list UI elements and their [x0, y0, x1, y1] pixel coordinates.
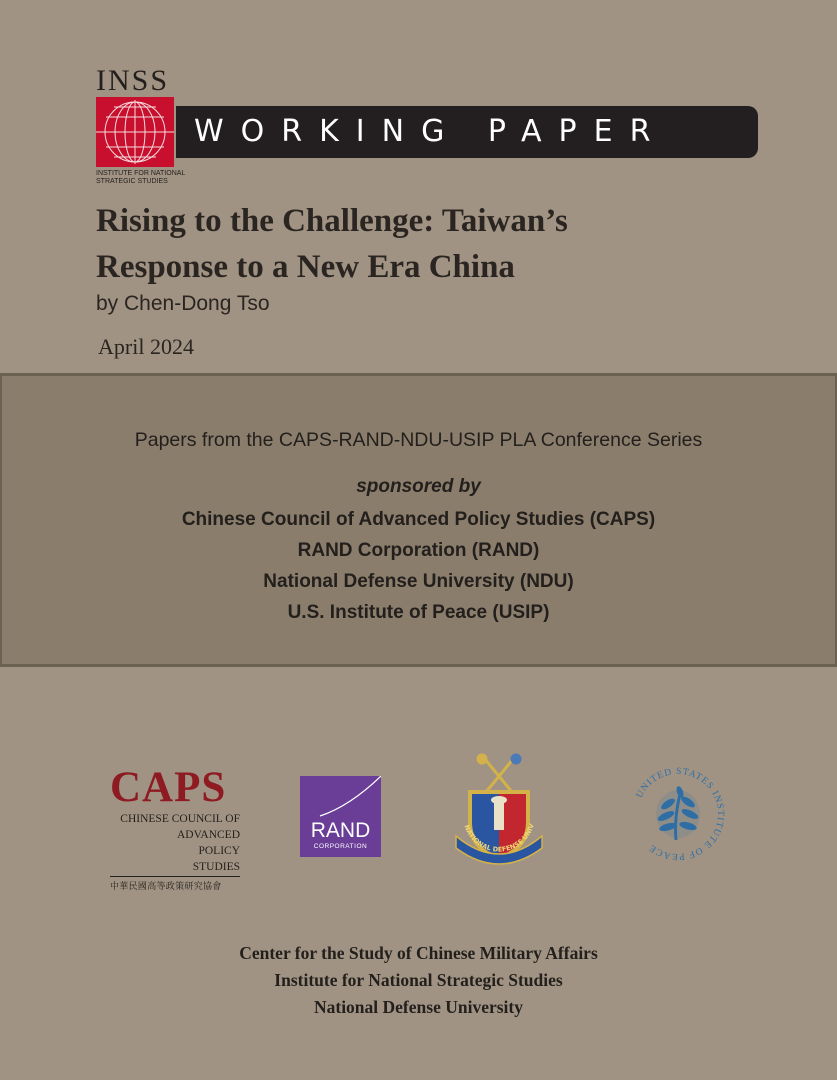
footer-affiliations — [0, 940, 837, 1021]
author: by Chen-Dong Tso — [96, 292, 270, 315]
rand-subtitle: CORPORATION — [313, 843, 368, 850]
usip-logo — [628, 764, 728, 864]
title-line-1: Rising to the Challenge: Taiwan’s — [96, 203, 568, 239]
conference-box — [0, 373, 837, 667]
olive-branch-icon — [656, 785, 700, 840]
footer-line: Institute for National Strategic Studies — [274, 970, 563, 990]
footer-line: Center for the Study of Chinese Military Affairs — [239, 943, 598, 963]
inss-full-name: INSTITUTE FOR NATIONAL STRATEGIC STUDIES — [96, 170, 186, 185]
caps-name-lines — [110, 811, 240, 875]
rand-wordmark: RAND — [310, 819, 371, 842]
sponsor-usip: U.S. Institute of Peace (USIP) — [287, 602, 550, 623]
sponsor-list — [2, 504, 835, 628]
rand-logo — [300, 776, 381, 857]
caps-chinese-name: 中華民國高等政策研究協會 — [110, 882, 222, 892]
caps-logo — [110, 765, 245, 892]
series-title: Papers from the CAPS-RAND-NDU-USIP PLA Conference Series — [134, 429, 703, 451]
footer-line: National Defense University — [313, 997, 523, 1017]
sponsor-rand: RAND Corporation (RAND) — [297, 540, 540, 561]
paper-title — [96, 198, 776, 290]
sponsor-caps: Chinese Council of Advanced Policy Studies (CAPS) — [181, 509, 656, 530]
publication-date: April 2024 — [98, 334, 194, 359]
globe-icon — [96, 97, 174, 167]
ndu-ring-text: NATIONAL DEFENSE UNIV — [462, 822, 536, 854]
usip-ring-text: UNITED STATES INSTITUTE OF PEACE — [634, 766, 726, 862]
sponsored-by-label: sponsored by — [356, 476, 481, 497]
sponsor-ndu: National Defense University (NDU) — [263, 571, 574, 592]
working-paper-banner: WORKING PAPER — [176, 106, 758, 158]
inss-logo-text: INSS — [96, 64, 170, 97]
caps-line: ADVANCED — [176, 829, 240, 841]
ndu-seal-icon — [454, 752, 544, 872]
title-line-2: Response to a New Era China — [96, 249, 515, 285]
caps-rule — [110, 876, 240, 877]
caps-line: STUDIES — [192, 861, 240, 873]
caps-wordmark: CAPS — [110, 764, 227, 811]
caps-line: CHINESE COUNCIL OF — [120, 813, 240, 825]
caps-line: POLICY — [198, 845, 240, 857]
